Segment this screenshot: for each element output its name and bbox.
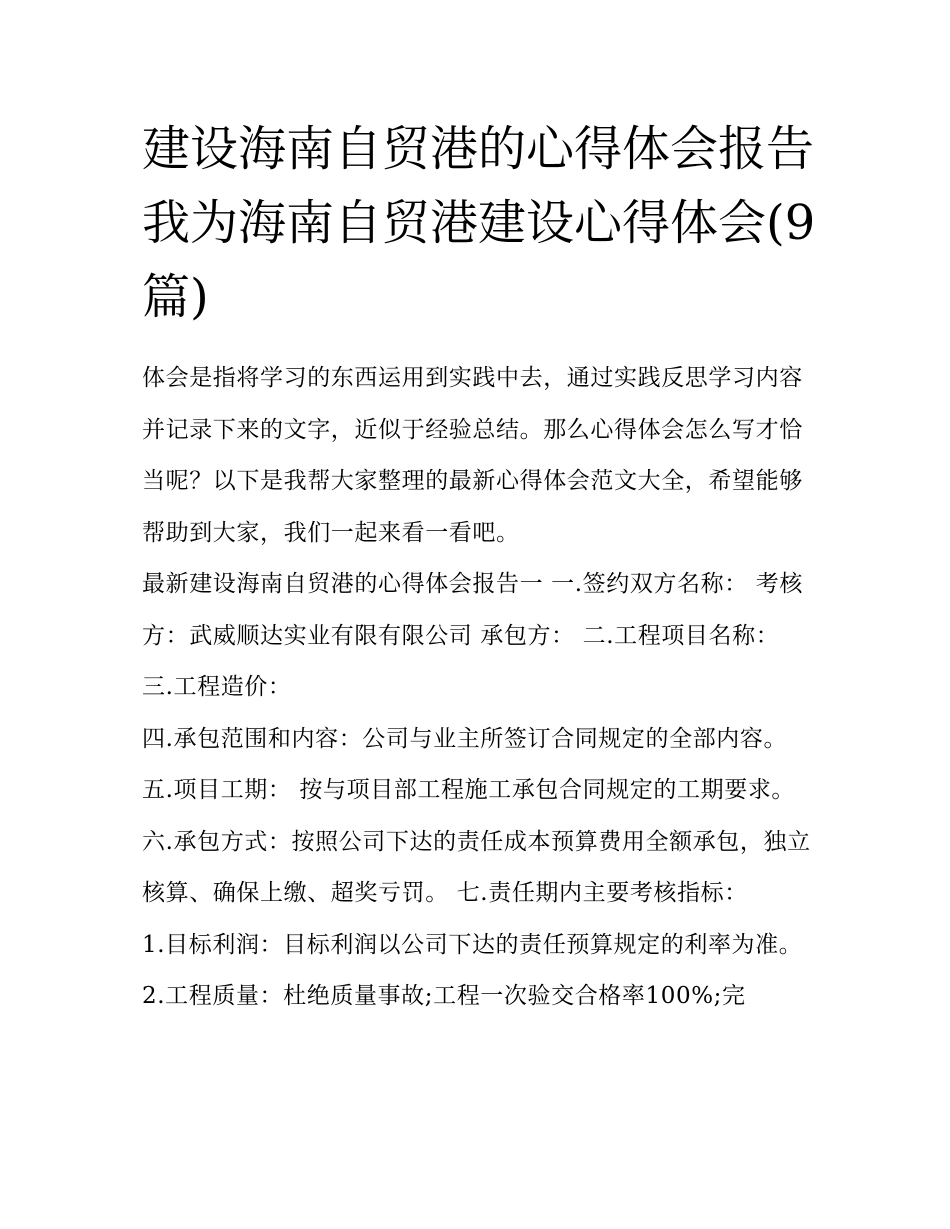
document-title: 建设海南自贸港的心得体会报告 我为海南自贸港建设心得体会(9篇) [142,121,816,325]
paragraph-intro: 体会是指将学习的东西运用到实践中去，通过实践反思学习内容并记录下来的文字，近似于经验总结。那么心得体会怎么写才恰当呢？以下是我帮大家整理的最新心得体会范文大全，希望能够帮助到大家，我们一起来看一看吧。 [142,365,803,546]
paragraph-contract-method: 六.承包方式：按照公司下达的责任成本预算费用全额承包，独立核算、确保上缴、超奖亏罚。 七.责任期内主要考核指标： [142,828,811,906]
paragraph-targets: 1.目标利润：目标利润以公司下达的责任预算规定的利率为准。 2.工程质量：杜绝质量事故;工程一次验交合格率100%;完 [142,931,803,1009]
paragraph-scope-and-period: 四.承包范围和内容：公司与业主所签订合同规定的全部内容。 五.项目工期： 按与项目部工程施工承包合同规定的工期要求。 [142,725,796,803]
document-body [142,353,814,1023]
paragraph-contract-parties: 最新建设海南自贸港的心得体会报告一 一.签约双方名称： 考核方：武威顺达实业有限有限公司 承包方： 二.工程项目名称： 三.工程造价： [142,571,803,700]
